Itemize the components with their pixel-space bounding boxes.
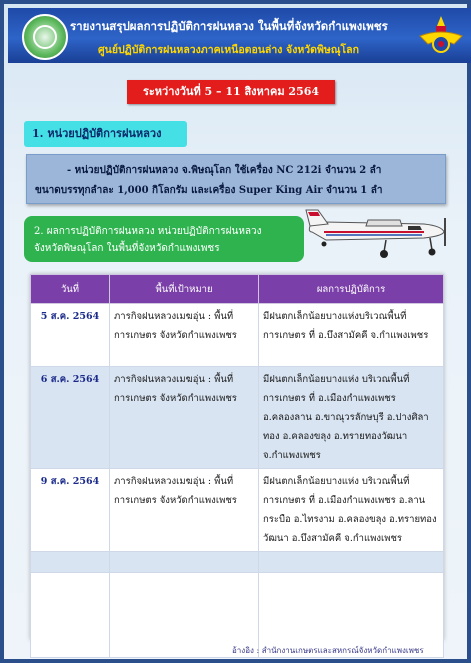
operations-table-container [30, 274, 444, 640]
row-date: 9 ส.ค. 2564 [31, 469, 110, 552]
row-date: 5 ส.ค. 2564 [31, 304, 110, 367]
row-date: 6 ส.ค. 2564 [31, 367, 110, 469]
royal-rainmaking-logo-icon [22, 14, 68, 60]
unit-info-line2: ขนาดบรรทุกลำละ 1,000 กิโลกรัม และเครื่อง Super King Air จำนวน 1 ลำ [35, 185, 383, 196]
column-header-date: วันที่ [31, 275, 110, 304]
column-header-target: พื้นที่เป้าหมาย [110, 275, 259, 304]
row-result: มีฝนตกเล็กน้อยบางแห่ง บริเวณพื้นที่การเกษตร ที่ อ.เมืองกำแพงเพชร อ.ลานกระบือ อ.ไทรงาม อ.คลองขลุง อ.ทรายทองวัฒนา อ.บึงสามัคคี จ.กำแพงเพชร [259, 469, 444, 552]
airplane-icon [304, 196, 454, 266]
row-target: ภารกิจฝนหลวงเมฆอุ่น : พื้นที่การเกษตร จังหวัดกำแพงเพชร [110, 469, 259, 552]
row-result: มีฝนตกเล็กน้อยบางแห่งบริเวณพื้นที่การเกษตร ที่ อ.บึงสามัคคี จ.กำแพงเพชร [259, 304, 444, 367]
column-header-result: ผลการปฏิบัติการ [259, 275, 444, 304]
unit-info-line1: - หน่วยปฏิบัติการฝนหลวง จ.พิษณุโลก ใช้เครื่อง NC 212i จำนวน 2 ลำ [67, 165, 382, 176]
table-row [31, 367, 444, 469]
date-range-banner: ระหว่างวันที่ 5 – 11 สิงหาคม 2564 [127, 80, 335, 104]
row-target: ภารกิจฝนหลวงเมฆอุ่น : พื้นที่การเกษตร จังหวัดกำแพงเพชร [110, 367, 259, 469]
page-subtitle: ศูนย์ปฏิบัติการฝนหลวงภาคเหนือตอนล่าง จังหวัดพิษณุโลก [98, 44, 359, 56]
section1-heading: 1. หน่วยปฏิบัติการฝนหลวง [24, 121, 187, 147]
page-title: รายงานสรุปผลการปฏิบัติการฝนหลวง ในพื้นที่จังหวัดกำแพงเพชร [70, 19, 388, 33]
reference-note: อ้างอิง : สำนักงานเกษตรและสหกรณ์จังหวัดกำแพงเพชร [232, 646, 424, 655]
row-result: มีฝนตกเล็กน้อยบางแห่ง บริเวณพื้นที่การเกษตร ที่ อ.เมืองกำแพงเพชร อ.คลองลาน อ.ขาณุวรลักษบุรี อ.ปางศิลาทอง อ.คลองขลุง อ.ทรายทองวัฒนา จ.กำแพงเพชร [259, 367, 444, 469]
table-header-row [31, 275, 444, 304]
air-force-emblem-icon [418, 14, 464, 58]
section2-line2: จังหวัดพิษณุโลก ในพื้นที่จังหวัดกำแพงเพชร [34, 243, 220, 254]
section2-line1: 2. ผลการปฏิบัติการฝนหลวง หน่วยปฏิบัติการฝนหลวง [34, 226, 262, 237]
row-target: ภารกิจฝนหลวงเมฆอุ่น : พื้นที่การเกษตร จังหวัดกำแพงเพชร [110, 304, 259, 367]
header-banner [8, 8, 471, 63]
operations-table [30, 274, 444, 658]
section2-heading [24, 216, 304, 262]
table-row-empty [31, 552, 444, 573]
table-row [31, 304, 444, 367]
table-row [31, 469, 444, 552]
